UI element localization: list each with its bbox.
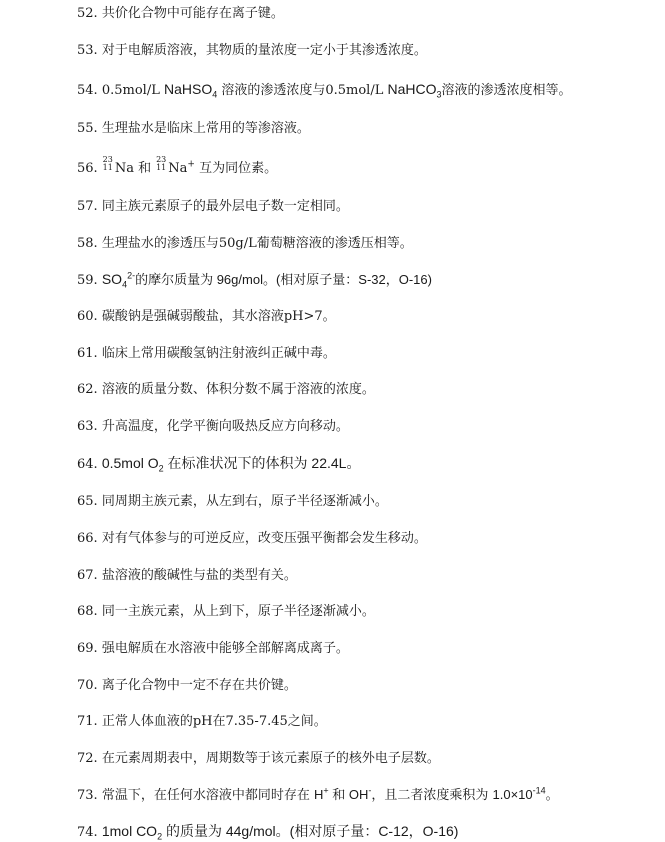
- statement-53: 53. 对于电解质溶液，其物质的量浓度一定小于其渗透浓度。: [77, 43, 427, 58]
- isotope-na-23: 23 11 Na: [102, 155, 134, 176]
- statement-72: 72. 在元素周期表中，周期数等于该元素原子的核外电子层数。: [77, 751, 440, 766]
- statement-74: 74. 1mol $CO_2$ 的质量为 44g/mol。(相对原子量：C-12，O-16): [77, 823, 459, 842]
- statement-65: 65. 同周期主族元素，从左到右，原子半径逐渐减小。: [77, 494, 388, 509]
- statement-57: 57. 同主族元素原子的最外层电子数一定相同。: [77, 199, 349, 214]
- statement-73: 73. 常温下，在任何水溶液中都同时存在 H+ 和 OH-，且二者浓度乘积为 $1.0\times 10^{-14}$。: [77, 785, 559, 803]
- statement-68: 68. 同一主族元素，从上到下，原子半径逐渐减小。: [77, 604, 375, 619]
- statement-59: 59. $SO_4^{2-}$的摩尔质量为 96g/mol。(相对原子量：S-32，O-16): [77, 270, 432, 290]
- statement-56: 56. 23 11 Na 和 23 11 Na+ 互为同位素。: [77, 155, 278, 176]
- statement-58: 58. 生理盐水的渗透压与50g/L葡萄糖溶液的渗透压相等。: [77, 236, 413, 251]
- statement-63: 63. 升高温度，化学平衡向吸热反应方向移动。: [77, 419, 349, 434]
- statement-55: 55. 生理盐水是临床上常用的等渗溶液。: [77, 121, 310, 136]
- statement-71: 71. 正常人体血液的pH在7.35-7.45之间。: [77, 714, 327, 729]
- statement-52: 52. 共价化合物中可能存在离子键。: [77, 6, 284, 21]
- statement-62: 62. 溶液的质量分数、体积分数不属于溶液的浓度。: [77, 382, 375, 397]
- isotope-na-ion: 23 11 Na+: [156, 155, 195, 176]
- statement-70: 70. 离子化合物中一定不存在共价键。: [77, 678, 297, 693]
- statement-61: 61. 临床上常用碳酸氢钠注射液纠正碱中毒。: [77, 346, 336, 361]
- statement-60: 60. 碳酸钠是强碱弱酸盐，其水溶液pH>7。: [77, 309, 336, 324]
- statement-67: 67. 盐溶液的酸碱性与盐的类型有关。: [77, 568, 297, 583]
- statement-64: 64. 0.5mol $O_2$ 在标准状况下的体积为 22.4L。: [77, 455, 361, 474]
- statement-66: 66. 对有气体参与的可逆反应，改变压强平衡都会发生移动。: [77, 531, 427, 546]
- statement-69: 69. 强电解质在水溶液中能够全部解离成离子。: [77, 641, 349, 656]
- statement-54: 54. 0.5mol/L NaHSO$_4$ 溶液的渗透浓度与0.5mol/L NaHCO$_3$溶液的渗透浓度相等。: [77, 81, 572, 100]
